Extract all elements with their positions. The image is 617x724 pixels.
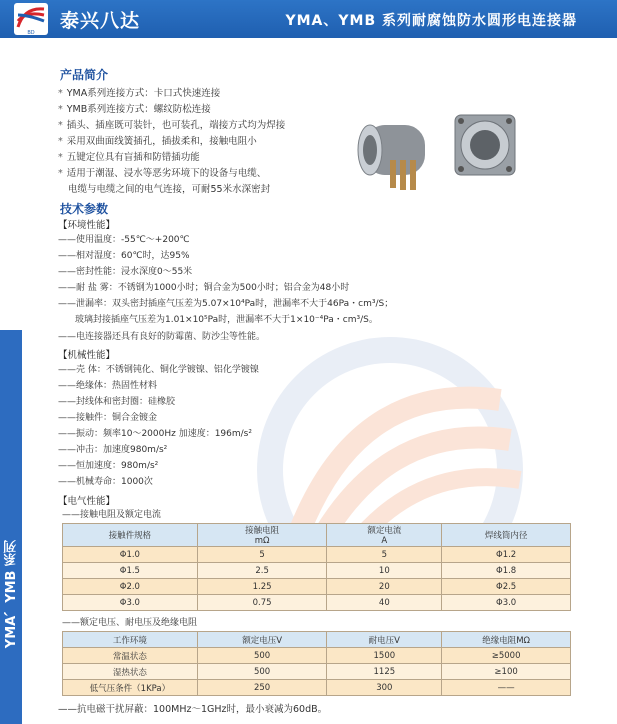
table-cell: 1.25 (197, 579, 327, 595)
table-cell: Φ1.8 (442, 563, 571, 579)
table-cell: 1125 (327, 664, 442, 680)
intro-item: * 插头、插座既可装针，也可装孔，端接方式均为焊接 (58, 120, 286, 131)
intro-item: * 适用于潮湿、浸水等恶劣环境下的设备与电缆、 (58, 168, 267, 179)
mech-line: ——接触件：铜合金镀金 (58, 413, 158, 423)
table-row (63, 547, 571, 563)
table-cell: 500 (197, 648, 327, 664)
table-cell: 40 (327, 595, 442, 611)
env-line: ——相对湿度：60℃时，达95% (58, 251, 190, 261)
table-cell: 10 (327, 563, 442, 579)
mech-line: ——壳 体：不锈钢钝化、铜化学镀镍、铝化学镀镍 (58, 365, 259, 375)
intro-title: 产品简介 (60, 68, 109, 82)
table-cell: Φ3.0 (63, 595, 198, 611)
side-tab (0, 330, 22, 724)
env-line: ——密封性能：浸水深度0～55米 (58, 267, 193, 277)
table-cell: 0.75 (197, 595, 327, 611)
env-line: 玻璃封接插座气压差为1.01×10⁵Pa时，泄漏率不大于1×10⁻⁴Pa・cm³/S。 (75, 315, 378, 325)
intro-item: * YMB系列连接方式：螺纹防松连接 (58, 104, 211, 115)
table-cell: 5 (327, 547, 442, 563)
contact-resistance-table (62, 523, 571, 611)
table-header: 额定电压V (197, 632, 327, 648)
table-row (63, 680, 571, 696)
table-header: 绝缘电阻MΩ (442, 632, 571, 648)
table-cell: 250 (197, 680, 327, 696)
mech-line: ——冲击：加速度980m/s² (58, 445, 168, 455)
table-cell: 5 (197, 547, 327, 563)
table-cell: Φ1.0 (63, 547, 198, 563)
brand-logo (14, 3, 48, 35)
intro-item: * 五键定位具有盲插和防错插功能 (58, 152, 200, 163)
env-line: ——使用温度：-55℃～+200℃ (58, 235, 190, 245)
voltage-insulation-table (62, 631, 571, 696)
table-row (63, 664, 571, 680)
table-row (63, 595, 571, 611)
side-label: YMA、YMB 系列 (4, 540, 19, 649)
table-cell: ≥5000 (442, 648, 571, 664)
table-cell: 2.5 (197, 563, 327, 579)
page-title: YMA、YMB 系列耐腐蚀防水圆形电连接器 (285, 13, 577, 29)
brand-name: 泰兴八达 (60, 10, 141, 32)
table-cell: Φ2.0 (63, 579, 198, 595)
table-cell: 20 (327, 579, 442, 595)
table-cell: 500 (197, 664, 327, 680)
mech-line: ——封线体和密封圈：硅橡胶 (58, 397, 176, 407)
elec-label: 【电气性能】 (58, 496, 116, 507)
table-header: 焊线筒内径 (442, 524, 571, 547)
table-row (63, 563, 571, 579)
table-cell: 300 (327, 680, 442, 696)
tech-title: 技术参数 (60, 202, 109, 216)
env-line: ——泄漏率：双头密封插座气压差为5.07×10⁴Pa时，泄漏率不大于46Pa・cm³/S； (58, 299, 394, 309)
table-header: 额定电流 A (327, 524, 442, 547)
table-header-row (63, 632, 571, 648)
table-cell: Φ3.0 (442, 595, 571, 611)
table2-caption: ——额定电压、耐电压及绝缘电阻 (62, 618, 198, 628)
connector-product-image (355, 105, 525, 195)
table-header-row (63, 524, 571, 547)
logo-text: BD (27, 30, 35, 35)
mech-line: ——绝缘体：热固性材料 (58, 381, 158, 391)
mech-line: ——恒加速度：980m/s² (58, 461, 159, 471)
mech-line: ——机械寿命：1000次 (58, 477, 153, 487)
table-header: 耐电压V (327, 632, 442, 648)
table-cell: 1500 (327, 648, 442, 664)
table-cell: 湿热状态 (63, 664, 198, 680)
header-bar (0, 0, 617, 38)
env-line: ——耐 盐 雾：不锈钢为1000小时；铜合金为500小时；铝合金为48小时 (58, 283, 350, 293)
mech-label: 【机械性能】 (58, 350, 116, 361)
table-row (63, 579, 571, 595)
table-header: 接触电阻 mΩ (197, 524, 327, 547)
table-row (63, 648, 571, 664)
env-line: ——电连接器还具有良好的防霉菌、防沙尘等性能。 (58, 332, 266, 342)
table-cell: Φ2.5 (442, 579, 571, 595)
table-cell: ≥100 (442, 664, 571, 680)
table-header: 接触件规格 (63, 524, 198, 547)
table-cell: 低气压条件（1KPa） (63, 680, 198, 696)
intro-item: * 采用双曲面线簧插孔，插拔柔和，接触电阻小 (58, 136, 257, 147)
table-cell: Φ1.5 (63, 563, 198, 579)
table1-caption: ——接触电阻及额定电流 (62, 510, 162, 520)
emi-shielding-note: ——抗电磁干扰屏蔽：100MHz～1GHz时，最小衰减为60dB。 (58, 704, 328, 715)
intro-item: * YMA系列连接方式：卡口式快速连接 (58, 88, 221, 99)
table-header: 工作环境 (63, 632, 198, 648)
table-cell: —— (442, 680, 571, 696)
env-label: 【环境性能】 (58, 220, 116, 231)
table-cell: 常温状态 (63, 648, 198, 664)
mech-line: ——振动：频率10～2000Hz 加速度：196m/s² (58, 429, 252, 439)
table-cell: Φ1.2 (442, 547, 571, 563)
intro-item: 电缆与电缆之间的电气连接，可耐55米水深密封 (68, 184, 271, 195)
